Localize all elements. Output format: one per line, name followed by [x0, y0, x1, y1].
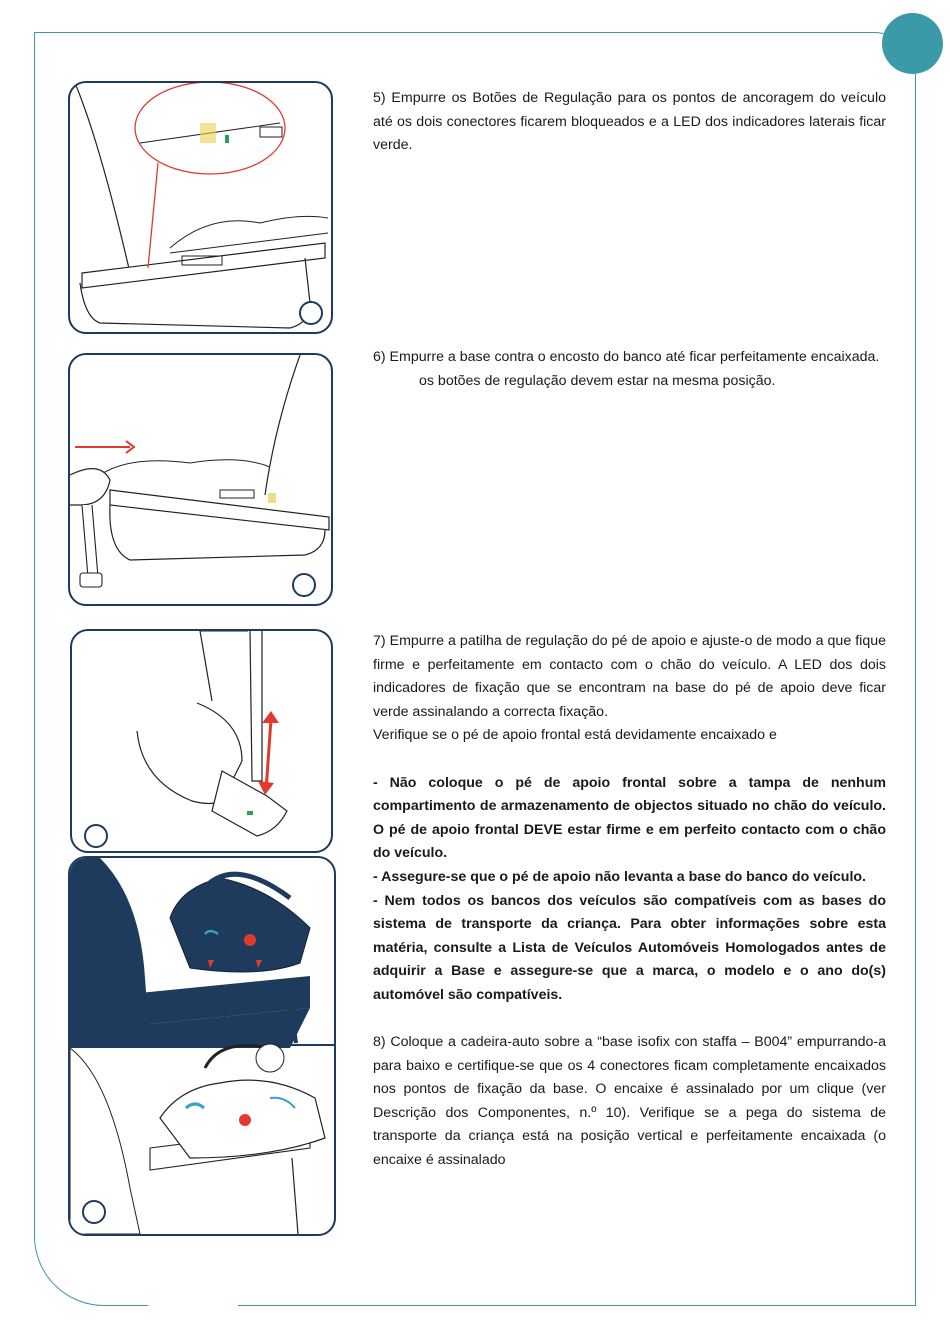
step8-illustration	[68, 856, 336, 1236]
step7-text-block	[373, 630, 886, 1173]
step5-text-block	[373, 87, 886, 158]
step8-paragraph: 8) Coloque a cadeira-auto sobre a “base isofix con staffa – B004” empurrando-a para baixo e certifique-se que os 4 conectores ficam completamente encaixados nos pontos de fixação da base. O encaixe é assinalado por um clique (ver Descrição dos Componentes, n.º 10). Verifique se a pega do sistema de transporte da criança está na posição vertical e perfeitamente encaixada (o encaixe é assinalado	[373, 1034, 886, 1169]
step-number-circle-icon	[82, 1200, 106, 1224]
step7-paragraph: 7) Empurre a patilha de regulação do pé de apoio e ajuste-o de modo a que fique firme e perfeitamente em contacto com o chão do veículo. A LED dos dois indicadores de fixação que se encontram na base do pé de apoio deve ficar verde assinalando a correcta fixação.	[373, 633, 886, 720]
step-number-circle-icon	[292, 573, 316, 597]
frame-gap	[148, 1296, 238, 1310]
step6-paragraph: 6) Empurre a base contra o encosto do banco até ficar perfeitamente encaixada.	[373, 349, 880, 365]
step6-note: os botões de regulação devem estar na mesma posição.	[419, 372, 776, 389]
step6-illustration	[68, 353, 333, 606]
corner-dot-icon	[882, 13, 943, 74]
step6-drawing	[70, 355, 331, 604]
step7-warning-lift: - Assegure-se que o pé de apoio não levanta a base do banco do veículo.	[373, 868, 867, 885]
step8-drawing	[70, 858, 334, 1234]
step5-paragraph: 5) Empurre os Botões de Regulação para os pontos de ancoragem do veículo até os dois conectores ficarem bloqueados e a LED dos indicadores laterais ficar verde.	[373, 90, 886, 154]
step7-warning-storage: - Não coloque o pé de apoio frontal sobre a tampa de nenhum compartimento de armazenamento de objectos situado no chão do veículo. O pé de apoio frontal DEVE estar firme e em perfeito contacto com o chão do veículo.	[373, 774, 886, 862]
step7-warning-compatibility: - Nem todos os bancos dos veículos são compatíveis com as bases do sistema de transporte da criança. Para obter informações sobre esta matéria, consulte a Lista de Veículos Automóveis Homologados antes de adquirir a Base e assegure-se que a marca, o modelo e o ano do(s) automóvel são compatíveis.	[373, 892, 886, 1003]
step-number-circle-icon	[84, 824, 108, 848]
step-number-circle-icon	[299, 301, 323, 325]
step6-text-block	[373, 346, 886, 393]
step5-illustration	[68, 81, 333, 334]
step5-drawing	[70, 83, 331, 332]
step7-drawing	[72, 631, 331, 851]
step7-check: Verifique se o pé de apoio frontal está devidamente encaixado e	[373, 727, 777, 744]
step7-illustration	[70, 629, 333, 853]
